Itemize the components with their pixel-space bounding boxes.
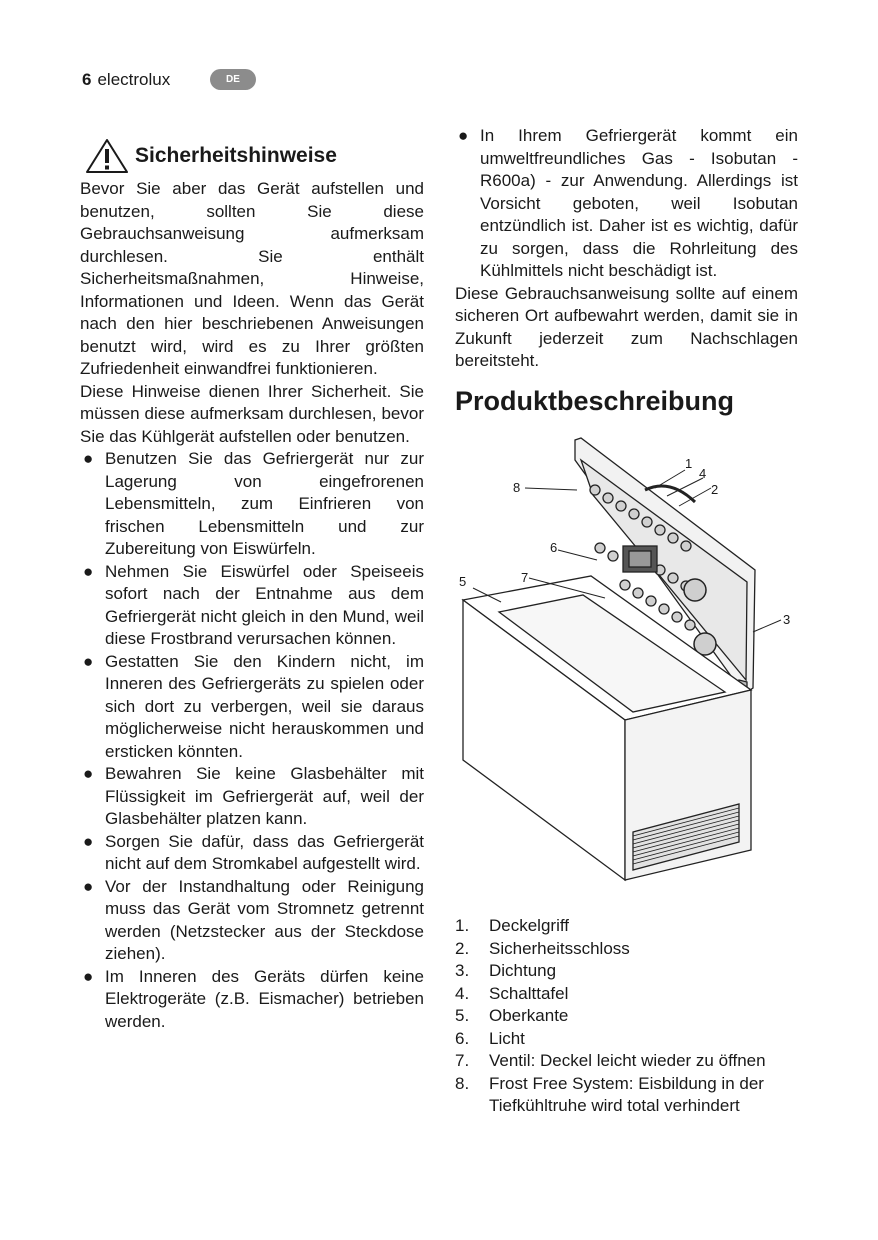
safety-intro-2: Diese Hinweise dienen Ihrer Sicherheit. Sie müssen diese aufmerksam durchlesen, bevor Sie das Kühlgerät aufstellen oder benutzen. [80,381,424,446]
list-item: ● Gestatten Sie den Kindern nicht, im Inneren des Gefriergeräts zu spielen oder sich dort zu verbergen, weil sie daraus möglicherweise nicht herauskommen und ersticken könnten. [83,651,424,761]
list-item [455,915,805,938]
right-column [455,125,798,423]
list-number: 8. [455,1073,470,1093]
list-item-text: Im Inneren des Geräts dürfen keine Elektrogeräte (z.B. Eismacher) betrieben werden. [105,966,424,1031]
list-item-text: Bewahren Sie keine Glasbehälter mit Flüssigkeit im Gefriergerät auf, weil der Glasbehälter platzen kann. [105,764,424,828]
list-number: 4. [455,983,470,1003]
list-item-text: Deckelgriff [489,916,569,935]
list-number: 6. [455,1028,470,1048]
list-item: ● Benutzen Sie das Gefriergerät nur zur Lagerung von eingefrorenen Lebensmitteln, zum Einfrieren von frischen Lebensmitteln und zur Zubereitung von Eiswürfeln. [83,449,424,558]
list-item-text: Ventil: Deckel leicht wieder zu öffnen [489,1051,766,1070]
knob [684,579,706,601]
list-item-text: In Ihrem Gefriergerät kommt ein umweltfreundliches Gas - Isobutan - R600a) - zur Anwendung. Allerdings ist Vorsicht geboten, weil Isobutan entzündlich ist. Daher ist es wichtig, dafür zu sorgen, dass die Rohrleitung des Kühlmittels nicht beschädigt ist. [480,126,798,280]
list-item-text: Sorgen Sie dafür, dass das Gefriergerät nicht auf dem Stromkabel aufgestellt wird. [105,831,424,873]
gas-warning-list [455,125,798,283]
list-item-text: Oberkante [489,1006,569,1025]
language-badge: DE [210,69,256,90]
page-header [82,68,170,92]
callout-8: 8 [513,480,521,495]
list-item-text: Gestatten Sie den Kindern nicht, im Inneren des Gefriergeräts zu spielen oder sich dort zu verbergen, weil sie daraus möglicherweise nicht herauskommen und ersticken könnten. [105,651,424,761]
callout-4: 4 [699,466,707,481]
safety-intro: Bevor Sie aber das Gerät aufstellen und benutzen, sollten Sie diese Gebrauchsanweisung aufmerksam durchlesen. Sie enthält Sicherheitsmaßnahmen, Hinweise, Informationen und Ideen. Wenn das Gerät nach den hier beschriebenen Anweisungen benutzt wird, wird es zu Ihrer größten Zufriedenheit einwandfrei funktionieren. [80,179,424,378]
list-item [455,1050,805,1073]
product-title: Produktbeschreibung [455,385,735,416]
list-item: ● In Ihrem Gefriergerät kommt ein umweltfreundliches Gas - Isobutan - R600a) - zur Anwendung. Allerdings ist Vorsicht geboten, weil Isobutan entzündlich ist. Daher ist es wichtig, dafür zu sorgen, dass die Rohrleitung des Kühlmittels nicht beschädigt ist. [458,126,798,280]
callout-7: 7 [521,570,529,585]
list-item [455,1005,805,1028]
list-item [455,1073,805,1118]
left-column [80,138,424,1033]
list-item-text: Licht [489,1028,525,1048]
list-item-text: Frost Free System: Eisbildung in der Tiefkühltruhe wird total verhindert [489,1073,764,1115]
storage-note: Diese Gebrauchsanweisung sollte auf einem sicheren Ort aufbewahrt werden, damit sie in Zukunft jederzeit zum Nachschlagen bereitsteht. [455,283,798,370]
list-item: ● Sorgen Sie dafür, dass das Gefriergerät nicht auf dem Stromkabel aufgestellt wird. [83,831,424,873]
list-item: ● Bewahren Sie keine Glasbehälter mit Flüssigkeit im Gefriergerät auf, weil der Glasbehälter platzen kann. [83,764,424,828]
list-item: ● Nehmen Sie Eiswürfel oder Speiseeis sofort nach der Entnahme aus dem Gefriergerät nicht gleich in den Mund, weil diese Frostbrand verursachen können. [83,561,424,648]
safety-heading [80,138,424,174]
list-item [455,960,805,983]
list-number: 1. [455,916,470,935]
list-item-text: Nehmen Sie Eiswürfel oder Speiseeis sofort nach der Entnahme aus dem Gefriergerät nicht gleich in den Mund, weil diese Frostbrand verursachen können. [105,561,424,648]
list-item-text: Dichtung [489,961,557,980]
callout-5: 5 [459,574,467,589]
page-number: 6 [82,70,92,89]
list-item-text: Vor der Instandhaltung oder Reinigung muss das Gerät vom Stromnetz getrennt werden (Netzstecker aus der Steckdose ziehen). [105,876,424,963]
list-item: ● Vor der Instandhaltung oder Reinigung muss das Gerät vom Stromnetz getrennt werden (Netzstecker aus der Steckdose ziehen). [83,876,424,963]
callout-3: 3 [783,612,791,627]
list-item-text: Schalttafel [489,983,569,1003]
parts-list [455,915,805,1118]
list-item [455,1028,805,1051]
list-item-text: Benutzen Sie das Gefriergerät nur zur Lagerung von eingefrorenen Lebensmitteln, zum Einfrieren von frischen Lebensmitteln und zur Zubereitung von Eiswürfeln. [105,449,424,558]
callout-1: 1 [685,456,693,471]
freezer-illustration [455,430,798,900]
list-item [455,983,805,1006]
list-number: 5. [455,1006,470,1025]
safety-list [80,448,424,1033]
list-number: 7. [455,1051,470,1070]
list-item-text: Sicherheitsschloss [489,938,630,958]
brand-name: electrolux [97,70,171,89]
safety-title: Sicherheitshinweise [135,143,337,167]
list-item [455,938,805,961]
list-item: ● Im Inneren des Geräts dürfen keine Elektrogeräte (z.B. Eismacher) betrieben werden. [83,966,424,1031]
warning-triangle-icon [85,138,129,174]
callout-6: 6 [550,540,558,555]
list-number: 2. [455,938,470,958]
list-number: 3. [455,961,470,980]
callout-2: 2 [711,482,719,497]
